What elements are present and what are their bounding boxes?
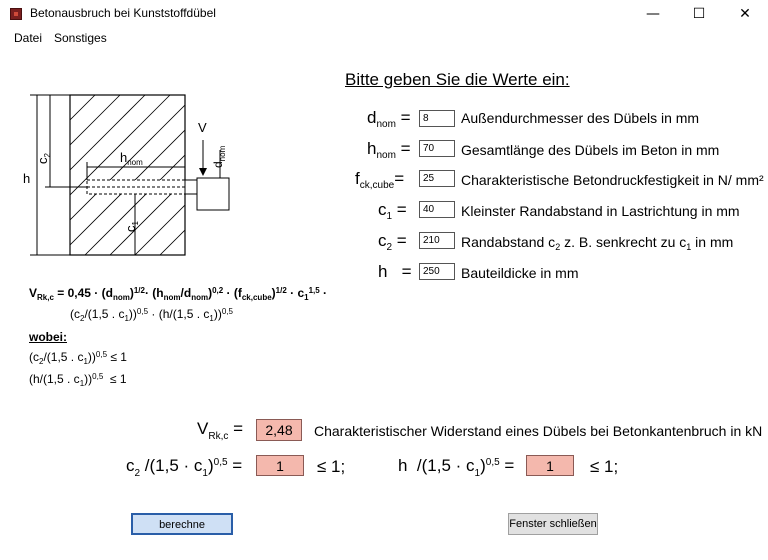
- window-title: Betonausbruch bei Kunststoffdübel: [30, 6, 216, 20]
- desc-dnom: Außendurchmesser des Dübels in mm: [461, 110, 700, 126]
- svg-text:c1: $c_1$: [123, 221, 140, 232]
- check2-formula: h $/(1,5 \cdot c_1)^{0,5}$ =: [398, 456, 515, 479]
- formula-line2: ($c_2/(1,5$ . $c_1))^{0,5} \cdot (h/(1,5$ . $c_1))^{0,5}$: [70, 307, 233, 323]
- sym-hnom: $h_{nom}$ =: [367, 139, 411, 161]
- desc-c1: Kleinster Randabstand in Lastrichtung in mm: [461, 203, 740, 219]
- minimize-button[interactable]: —: [646, 6, 660, 22]
- sym-c2: $c_2$ =: [378, 231, 407, 253]
- v-rkc-desc: Charakteristischer Widerstand eines Dübels bei Betonkantenbruch in kN: [314, 423, 763, 439]
- hnom-input[interactable]: [419, 140, 455, 157]
- menu-bar: [0, 28, 768, 48]
- svg-text:dnom: $d_{nom}$: [211, 145, 227, 168]
- check1-output: 1: [256, 455, 304, 476]
- sym-dnom: $d_{nom}$ =: [367, 108, 411, 130]
- svg-text:c2: $c_2$: [35, 153, 52, 164]
- check2-leq: ≤ 1;: [590, 457, 619, 476]
- v-rkc-symbol: $V_{Rk,c}$ =: [197, 419, 243, 442]
- app-icon: [10, 8, 22, 20]
- close-button[interactable]: ✕: [739, 6, 751, 22]
- sym-h: h =: [378, 262, 412, 281]
- calculate-button[interactable]: berechne: [131, 513, 233, 535]
- check1-formula: $c_2$ $/(1,5 \cdot c_1)^{0,5}$ =: [126, 456, 243, 479]
- h-input[interactable]: [419, 263, 455, 280]
- desc-h: Bauteildicke in mm: [461, 265, 579, 281]
- condition-2: (h/(1,5 . $c_1))^{0,5} \le 1$: [29, 372, 127, 388]
- desc-hnom: Gesamtlänge des Dübels im Beton in mm: [461, 142, 720, 158]
- c1-input[interactable]: [419, 201, 455, 218]
- maximize-button[interactable]: ☐: [692, 6, 706, 22]
- wobei-label: wobei:: [29, 330, 67, 344]
- check1-leq: ≤ 1;: [317, 457, 346, 476]
- svg-text:h: h: [23, 171, 31, 186]
- desc-c2: Randabstand $c_2$ z. B. senkrecht zu $c_1$ in mm: [461, 234, 734, 252]
- sym-fck: $f_{ck,cube}=$: [355, 169, 405, 191]
- title-bar: [0, 0, 768, 29]
- formula-line1: $V_{Rk,c} = 0,45 \cdot (d_{nom})^{1/2}\cdot (h_{nom}/d_{nom})^{0,2} \cdot (f_{ck,cube})^{1/2} \cdot c_1^{1,5}$ ·: [29, 286, 328, 302]
- v-rkc-output: 2,48: [256, 419, 302, 441]
- menu-datei[interactable]: Datei: [14, 31, 43, 45]
- close-window-button[interactable]: Fenster schließen: [508, 513, 598, 535]
- condition-1: ($c_2/(1,5$ . $c_1))^{0,5} \le 1$: [29, 350, 127, 366]
- desc-fck: Charakteristische Betondruckfestigkeit in N/ mm²: [461, 172, 764, 188]
- anchor-diagram: [15, 80, 245, 265]
- svg-text:hnom: $h_{nom}$: [120, 150, 143, 167]
- dnom-input[interactable]: [419, 110, 455, 127]
- menu-sonstiges[interactable]: Sonstiges: [54, 31, 107, 45]
- label-v: V: [198, 120, 207, 135]
- c2-input[interactable]: [419, 232, 455, 249]
- input-heading: Bitte geben Sie die Werte ein:: [345, 70, 570, 89]
- sym-c1: $c_1$ =: [378, 200, 407, 222]
- check2-output: 1: [526, 455, 574, 476]
- fck-input[interactable]: [419, 170, 455, 187]
